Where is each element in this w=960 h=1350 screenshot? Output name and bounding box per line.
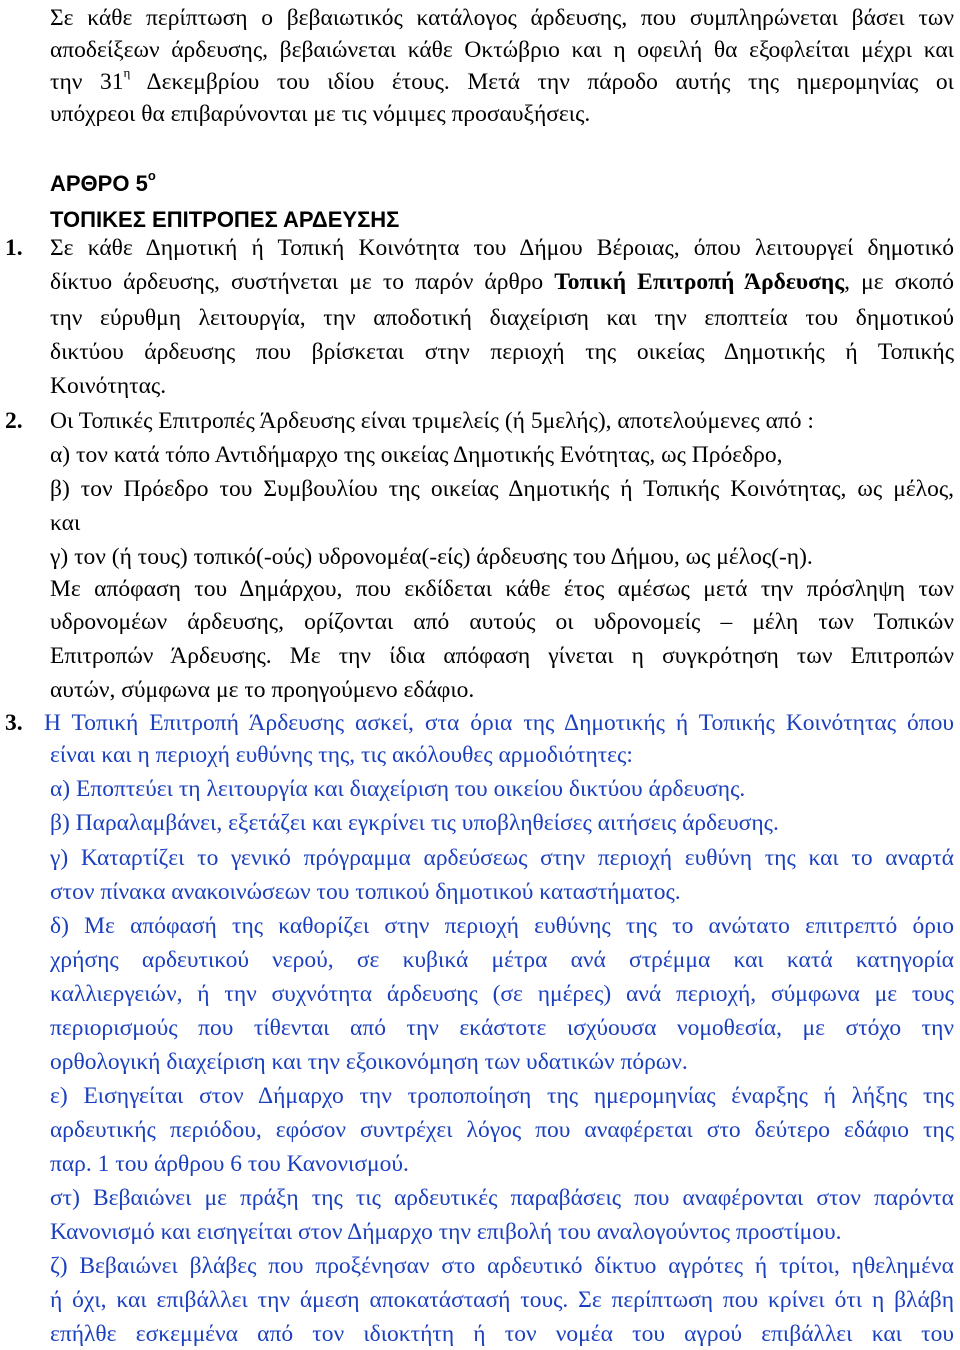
p3-item-e-line-3: παρ. 1 του άρθρου 6 του Κανονισμού. [50, 1151, 409, 1177]
p3-item-e-line-1: ε) Εισηγείται στον Δήμαρχο την τροποποίηση της ημερομηνίας έναρξης ή λήξης της [50, 1083, 954, 1109]
p3-item-e-line-2: αρδευτικής περιόδου, εφόσον συντρέχει λόγος που αναφέρεται στο δεύτερο εδάφιο της [50, 1117, 954, 1143]
p1-line-3: την εύρυθμη λειτουργία, την αποδοτική διαχείριση και την εποπτεία του δημοτικού [50, 305, 954, 331]
article-title [50, 168, 954, 200]
p3-item-c-line-2: στον πίνακα ανακοινώσεων του τοπικού δημοτικού καταστήματος. [50, 879, 681, 905]
p1-line-2-end: , με σκοπό [844, 269, 954, 295]
p2-line-1: Οι Τοπικές Επιτροπές Άρδευσης είναι τριμελείς (ή 5μελής), αποτελούμενες από : [50, 408, 814, 434]
p3-item-d-line-5: ορθολογική διαχείριση και την εξοικονόμηση των υδατικών πόρων. [50, 1049, 688, 1075]
p2-line-5: γ) τον (ή τους) τοπικό(-ούς) υδρονομέα(-είς) άρδευσης του Δήμου, ως μέλος(-η). [50, 544, 813, 570]
p2-line-8: Επιτροπών Άρδευσης. Με την ίδια απόφαση γίνεται η συγκρότηση των Επιτροπών [50, 643, 954, 669]
paragraph-2-number: 2. [5, 408, 23, 434]
intro-line-3-end: Δεκεμβρίου του ιδίου έτους. Μετά την πάροδο αυτής της ημερομηνίας οι [130, 69, 955, 95]
p3-item-d-line-1: δ) Με απόφασή της καθορίζει στην περιοχή ευθύνης της το ανώτατο επιτρεπτό όριο [50, 913, 954, 939]
p3-item-a: α) Εποπτεύει τη λειτουργία και διαχείριση του οικείου δικτύου άρδευσης. [50, 776, 746, 802]
p2-line-9: αυτών, σύμφωνα με το προηγούμενο εδάφιο. [50, 677, 475, 703]
paragraph-3-number: 3. [5, 710, 23, 736]
p2-line-6: Με απόφαση του Δημάρχου, που εκδίδεται κάθε έτος αμέσως μετά την πρόσληψη των [50, 576, 954, 602]
p3-line-2: είναι και η περιοχή ευθύνης της, τις ακόλουθες αρμοδιότητες: [50, 742, 633, 768]
article-title-text: ΑΡΘΡΟ 5 [50, 171, 148, 196]
p3-item-c-line-1: γ) Καταρτίζει το γενικό πρόγραμμα αρδεύσεως στην περιοχή ευθύνη της και το αναρτά [50, 845, 954, 871]
p3-item-g-line-1: ζ) Βεβαιώνει βλάβες που προξένησαν στο αρδευτικό δίκτυο αγρότες ή τρίτοι, ηθελημένα [50, 1253, 954, 1279]
committee-name-bold: Τοπική Επιτροπή Άρδευσης [554, 269, 845, 295]
p3-item-b: β) Παραλαμβάνει, εξετάζει και εγκρίνει τις υποβληθείσες αιτήσεις άρδευσης. [50, 810, 779, 836]
p3-item-f-line-2: Κανονισμό και εισηγείται στον Δήμαρχο την επιβολή του αναλογούντος προστίμου. [50, 1219, 842, 1245]
article-subtitle: ΤΟΠΙΚΕΣ ΕΠΙΤΡΟΠΕΣ ΑΡΔΕΥΣΗΣ [50, 207, 400, 232]
intro-line-3-start: την 31 [50, 69, 124, 95]
p3-item-g-line-3: επήλθε εσκεμμένα από τον ιδιοκτήτη ή τον νομέα του αγρού επιβάλλει και του [50, 1321, 954, 1347]
p1-line-5: Κοινότητας. [50, 373, 167, 399]
p2-line-7: υδρονομέων άρδευσης, ορίζονται από αυτούς οι υδρονομείς – μέλη των Τοπικών [50, 609, 954, 635]
intro-line-2: αποδείξεων άρδευσης, βεβαιώνεται κάθε Οκτώβριο και η οφειλή θα εξοφλείται μέχρι και [50, 37, 954, 63]
intro-line-4: υπόχρεοι θα επιβαρύνονται με τις νόμιμες προσαυξήσεις. [50, 101, 591, 127]
p1-line-4: δικτύου άρδευσης που βρίσκεται στην περιοχή της οικείας Δημοτικής ή Τοπικής [50, 339, 954, 365]
p1-line-1: Σε κάθε Δημοτική ή Τοπική Κοινότητα του Δήμου Βέροιας, όπου λειτουργεί δημοτικό [50, 235, 954, 261]
p3-item-d-line-4: περιορισμούς που τίθενται από την εκάστοτε ισχύουσα νομοθεσία, με στόχο την [50, 1015, 954, 1041]
intro-line-1: Σε κάθε περίπτωση ο βεβαιωτικός κατάλογος άρδευσης, που συμπληρώνεται βάσει των [50, 5, 954, 31]
p3-item-f-line-1: στ) Βεβαιώνει με πράξη της τις αρδευτικές παραβάσεις που αναφέρονται στον παρόντα [50, 1185, 954, 1211]
p2-line-3: β) τον Πρόεδρο του Συμβουλίου της οικείας Δημοτικής ή Τοπικής Κοινότητας, ως μέλος, [50, 476, 954, 502]
paragraph-1-number: 1. [5, 235, 23, 261]
p3-item-g-line-2: ή όχι, και επιβάλλει την άμεση αποκατάστασή τους. Σε περίπτωση που κρίνει ότι η βλάβη [50, 1287, 954, 1313]
article-title-superscript: ο [147, 167, 156, 183]
p2-line-4: και [50, 510, 81, 536]
p1-line-2 [50, 266, 954, 298]
intro-line-3 [50, 66, 954, 98]
p3-line-1: Η Τοπική Επιτροπή Άρδευσης ασκεί, στα όρια της Δημοτικής ή Τοπικής Κοινότητας όπου [44, 710, 954, 736]
p3-item-d-line-3: καλλιεργειών, ή την συχνότητα άρδευσης (σε ημέρες) ανά περιοχή, σύμφωνα με τους [50, 981, 954, 1007]
p2-line-2: α) τον κατά τόπο Αντιδήμαρχο της οικείας Δημοτικής Ενότητας, ως Πρόεδρο, [50, 442, 783, 468]
intro-superscript: η [123, 65, 131, 81]
p3-item-d-line-2: χρήσης αρδευτικού νερού, σε κυβικά μέτρα ανά στρέμμα και κατά κατηγορία [50, 947, 954, 973]
p1-line-2-start: δίκτυο άρδευσης, συστήνεται με το παρόν άρθρο [50, 269, 555, 295]
